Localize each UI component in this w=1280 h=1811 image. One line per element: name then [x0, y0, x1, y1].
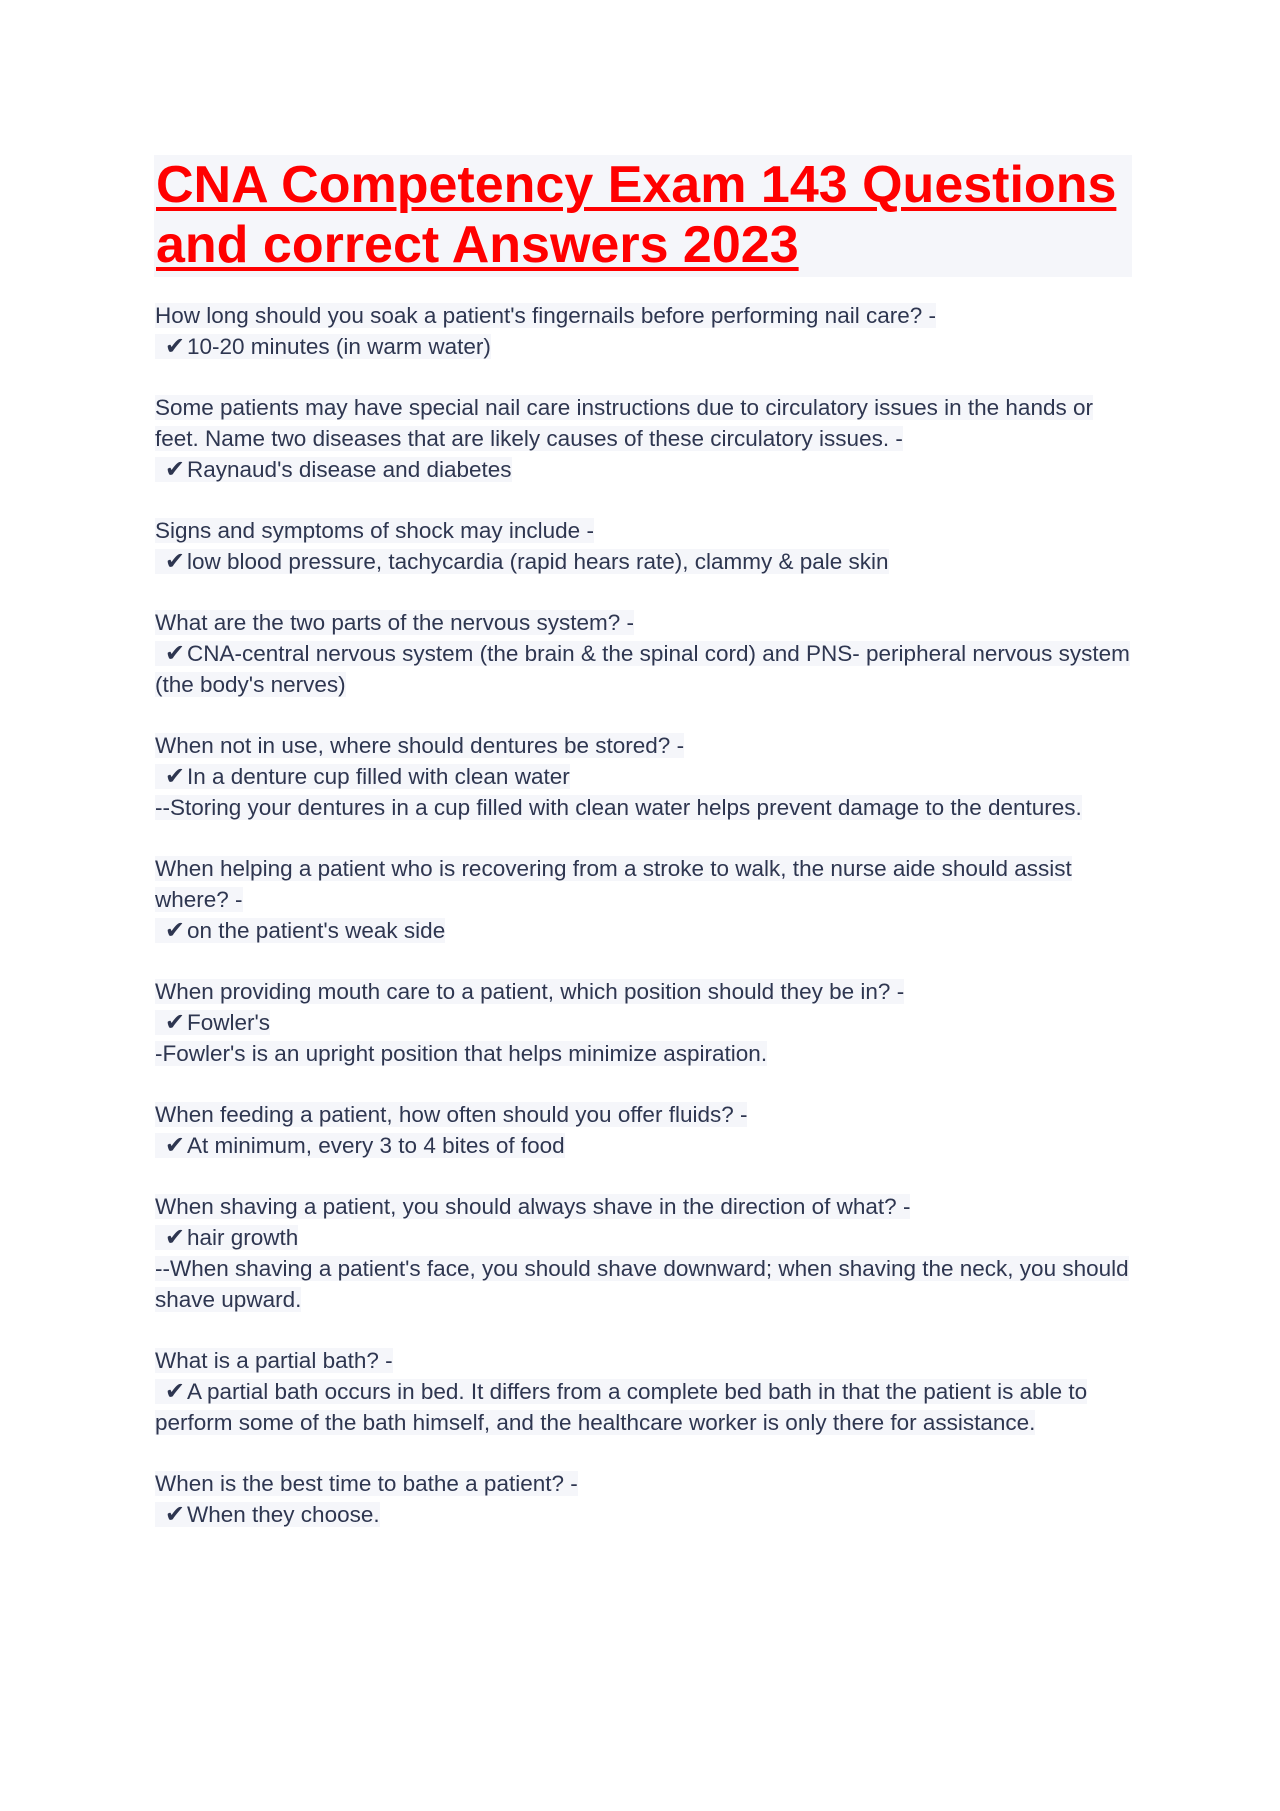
answer-note: -Fowler's is an upright position that helps minimize aspiration.	[155, 1041, 768, 1066]
document-title: CNA Competency Exam 143 Questions and correct Answers 2023	[156, 156, 1117, 274]
check-mark-icon: ✔	[164, 1009, 185, 1036]
answer-text: A partial bath occurs in bed. It differs from a complete bed bath in that the patient is able to perform some of the bath himself, and the healthcare worker is only there for assistance.	[155, 1379, 1088, 1435]
qa-item	[155, 730, 1130, 823]
question-text: When feeding a patient, how often should you offer fluids? -	[155, 1102, 748, 1127]
answer-text: At minimum, every 3 to 4 bites of food	[187, 1133, 565, 1158]
answer-note: --Storing your dentures in a cup filled with clean water helps prevent damage to the dentures.	[155, 795, 1082, 820]
check-mark-icon: ✔	[164, 548, 185, 575]
question-text: When helping a patient who is recovering from a stroke to walk, the nurse aide should assist where? -	[155, 856, 1072, 912]
answer-text: When they choose.	[187, 1502, 380, 1527]
qa-item	[155, 607, 1130, 700]
question-text: Signs and symptoms of shock may include -	[155, 518, 594, 543]
qa-item	[155, 300, 1130, 362]
qa-item	[155, 1191, 1130, 1315]
question-text: How long should you soak a patient's fingernails before performing nail care? -	[155, 303, 936, 328]
check-mark-icon: ✔	[164, 1132, 185, 1159]
question-text: When providing mouth care to a patient, which position should they be in? -	[155, 979, 905, 1004]
qa-item	[155, 1345, 1130, 1438]
qa-list	[155, 300, 1130, 1560]
answer-text: on the patient's weak side	[187, 918, 446, 943]
answer-note: --When shaving a patient's face, you should shave downward; when shaving the neck, you should shave upward.	[155, 1256, 1129, 1312]
question-text: When not in use, where should dentures be stored? -	[155, 733, 685, 758]
check-mark-icon: ✔	[164, 456, 185, 483]
check-mark-icon: ✔	[164, 640, 185, 667]
answer-text: In a denture cup filled with clean water	[187, 764, 570, 789]
check-mark-icon: ✔	[164, 763, 185, 790]
question-text: Some patients may have special nail care instructions due to circulatory issues in the hands or feet. Name two diseases that are likely causes of these circulatory issues. -	[155, 395, 1093, 451]
check-mark-icon: ✔	[164, 1378, 185, 1405]
qa-item	[155, 853, 1130, 946]
check-mark-icon: ✔	[164, 1501, 185, 1528]
qa-item	[155, 1099, 1130, 1161]
title-block	[154, 155, 1132, 277]
question-text: When shaving a patient, you should always shave in the direction of what? -	[155, 1194, 911, 1219]
question-text: When is the best time to bathe a patient? -	[155, 1471, 578, 1496]
qa-item	[155, 976, 1130, 1069]
question-text: What are the two parts of the nervous system? -	[155, 610, 634, 635]
check-mark-icon: ✔	[164, 333, 185, 360]
answer-text: hair growth	[187, 1225, 299, 1250]
answer-text: low blood pressure, tachycardia (rapid hears rate), clammy & pale skin	[187, 549, 889, 574]
qa-item	[155, 515, 1130, 577]
qa-item	[155, 1468, 1130, 1530]
question-text: What is a partial bath? -	[155, 1348, 393, 1373]
qa-item	[155, 392, 1130, 485]
check-mark-icon: ✔	[164, 1224, 185, 1251]
answer-text: CNA-central nervous system (the brain & the spinal cord) and PNS- peripheral nervous system (the body's nerves)	[155, 641, 1130, 697]
answer-text: 10-20 minutes (in warm water)	[187, 334, 491, 359]
answer-text: Raynaud's disease and diabetes	[187, 457, 512, 482]
check-mark-icon: ✔	[164, 917, 185, 944]
answer-text: Fowler's	[187, 1010, 271, 1035]
